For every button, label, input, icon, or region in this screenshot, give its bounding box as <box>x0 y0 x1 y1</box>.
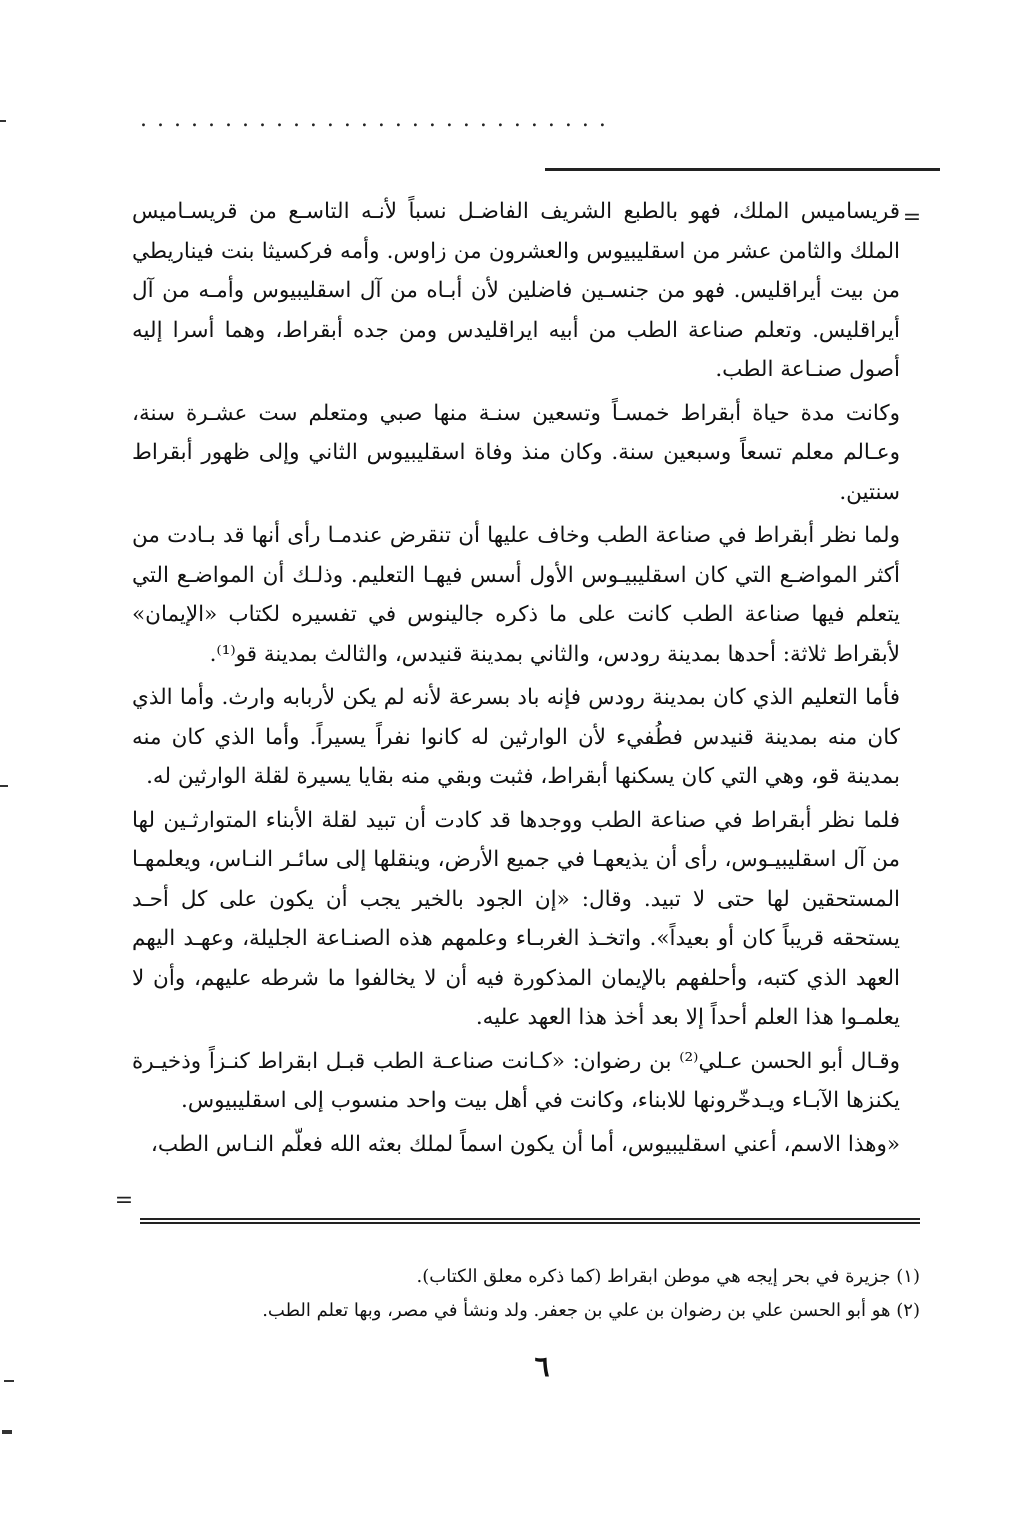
footnote-divider <box>140 1218 920 1224</box>
paragraph-6: وقـال أبو الحسن عـلي⁽²⁾ بن رضوان: «كـانت صناعـة الطب قبـل ابقراط كنـزاً وذخيـرة يكنزها الآبـاء ويـدخّرونها للابناء، وكانت في أهل بيت واحد منسوب إلى اسقليبيوس. <box>132 1048 900 1113</box>
margin-scan-mark <box>2 1430 12 1434</box>
paragraph-5: فلما نظر أبقراط في صناعة الطب ووجدها قد كادت أن تبيد لقلة الأبناء المتوارثـين لها من آل اسقليبيـوس، رأى أن يذيعهـا في جميع الأرض، وينقلها إلى سائـر النـاس، ويعلمهـا المستحقين لها حتى لا تبيد. وقال: «إن الجود بالخير يجب أن يكون على كل أحـد يستحقه قريباً كان أو بعيداً». واتخـذ الغربـاء وعلمهم هذه الصنـاعة الجليلة، وعهـد اليهم العهد الذي كتبه، وأحلفهم بالإيمان المذكورة فيه أن لا يخالفوا ما شرطه عليهم، وأن لا يعلمـوا هذا العلم أحداً إلا بعد أخذ هذا العهد عليه. <box>132 807 900 1030</box>
margin-scan-mark <box>4 1380 14 1382</box>
main-text <box>132 192 900 1157</box>
margin-scan-mark <box>0 785 8 787</box>
page-number: ٦ <box>534 1350 550 1383</box>
continuation-mark: = <box>902 205 922 230</box>
paragraph-2: وكانت مدة حياة أبقراط خمسـاً وتسعين سنـة منها صبي ومتعلم ست عشـرة سنة، وعـالم معلم تسعاً وسبعين سنة. وكان منذ وفاة اسقليبيوس الثاني وإلى ظهور أبقراط سنتين. <box>132 400 900 505</box>
footnotes <box>140 1262 920 1330</box>
end-continuation-mark: = <box>114 1188 134 1213</box>
margin-scan-mark <box>0 120 6 122</box>
header-dot-leader: ............................ <box>140 107 616 132</box>
paragraph-4: فأما التعليم الذي كان بمدينة رودس فإنه باد بسرعة لأنه لم يكن لأربابه وارث. وأما الذي كان منه بمدينة قنيدس فطُفيء لأن الوارثين له كانوا نفراً يسيراً. وأما الذي كان منه بمدينة قو، وهي التي كان يسكنها أبقراط، فثبت وبقي منه بقايا يسيرة لقلة الوارثين له. <box>132 685 900 789</box>
paragraph-1: قريساميس الملك، فهو بالطبع الشريف الفاضـل نسباً لأنـه التاسـع من قريسـاميس الملك والثامن عشر من اسقليبيوس والعشرون من زاوس. وأمه فركسيثا بنت فيناريطي من بيت أيراقليس. فهو من جنسـين فاضلين لأن أبـاه من آل اسقليبيوس وأمـه من آل أيراقليس. وتعلم صناعة الطب من أبيه ايراقليدس ومن جده أبقراط، وهما أسرا إليه أصول صنـاعة الطب. <box>132 199 900 382</box>
footnote-2: (٢) هو أبو الحسن علي بن رضوان بن علي بن جعفر. ولد ونشأ في مصر، وبها تعلم الطب. <box>262 1300 920 1321</box>
top-rule <box>545 168 940 171</box>
paragraph-7: «وهذا الاسم، أعني اسقليبيوس، أما أن يكون اسماً لملك بعثه الله فعلّم النـاس الطب، <box>150 1131 900 1157</box>
paragraph-3: ولما نظر أبقراط في صناعة الطب وخاف عليها أن تنقرض عندمـا رأى أنها قد بـادت من أكثر المواضـع التي كان اسقليبيـوس الأول أسس فيهـا التعليم. وذلـك أن المواضـع التي يتعلم فيها صناعة الطب كانت على ما ذكره جالينوس في تفسيره لكتاب «الإيمان» لأبقراط ثلاثة: أحدها بمدينة رودس، والثاني بمدينة قنيدس، والثالث بمدينة قو⁽¹⁾. <box>132 523 900 667</box>
footnote-1: (١) جزيرة في بحر إيجه هي موطن ابقراط (كما ذكره معلق الكتاب). <box>416 1266 920 1287</box>
